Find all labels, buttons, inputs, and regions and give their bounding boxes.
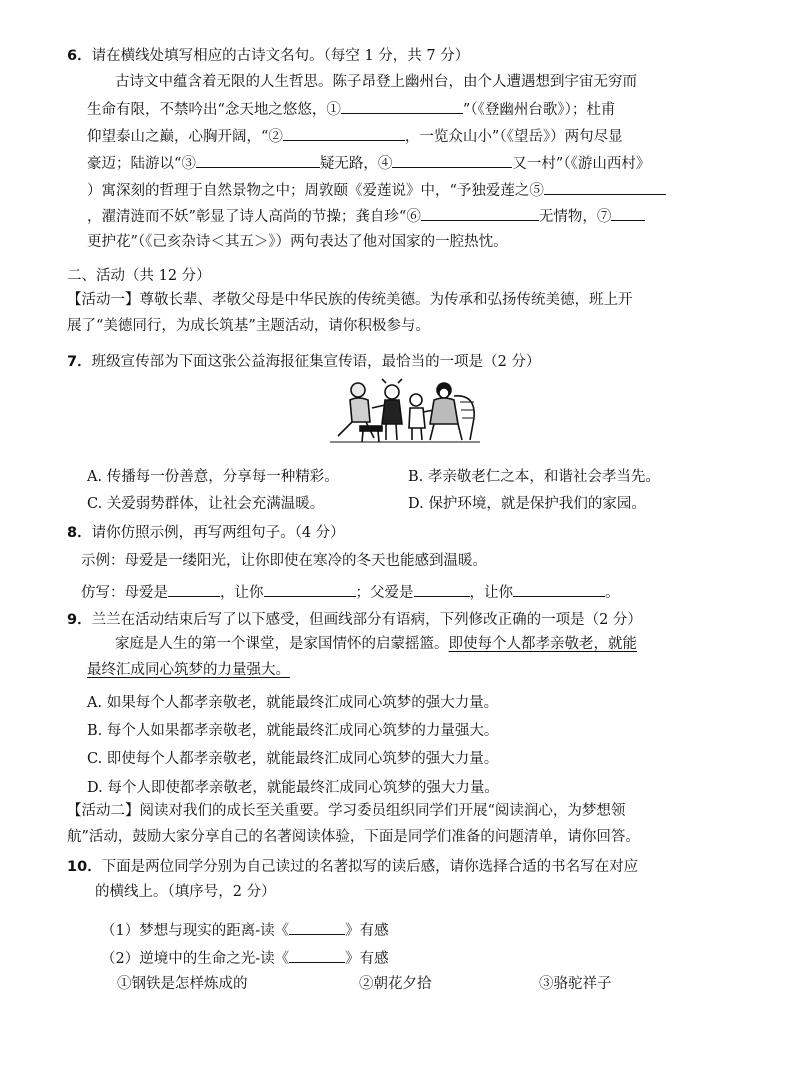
- q6-number: 6: [67, 48, 78, 64]
- q9-option-c[interactable]: C. 即使每个人都孝亲敬老，就能最终汇成同心筑梦的强大力量。: [87, 751, 499, 767]
- q8-blank-1[interactable]: [168, 582, 220, 597]
- q10-book-option-2: ②朝花夕拾: [359, 976, 432, 992]
- q6-header: 6．请在横线处填写相应的古诗文名句。（每空 1 分，共 7 分）: [67, 48, 470, 64]
- q6-line-2: 生命有限，不禁吟出“念天地之悠悠，① ”（《登幽州台歌》）；杜甫: [87, 99, 615, 120]
- q10-book-option-1: ①钢铁是怎样炼成的: [117, 976, 248, 992]
- q10-item-1: （1）梦想与现实的距离-读《 》有感: [101, 920, 389, 941]
- q6-line-5: ）寓深刻的哲理于自然景物之中；周敦颐《爱莲说》中，“予独爱莲之⑤: [87, 180, 666, 201]
- q8-blank-3[interactable]: [414, 582, 470, 597]
- q10-book-option-3: ③骆驼祥子: [539, 976, 612, 992]
- blank-5[interactable]: [544, 180, 666, 195]
- q9-option-b[interactable]: B. 每个人如果都孝亲敬老，就能最终汇成同心筑梦的力量强大。: [87, 723, 499, 739]
- q6-line-1: 古诗文中蕴含着无限的人生哲思。陈子昂登上幽州台，由个人遭遇想到宇宙无穷而: [115, 74, 637, 90]
- q7-option-b[interactable]: B. 孝亲敬老仁之本，和谐社会孝当先。: [408, 469, 660, 485]
- q6-line-4: 豪迈；陆游以“③ 疑无路，④ 又一村”（《游山西村》: [87, 153, 650, 174]
- q7-option-d[interactable]: D. 保护环境，就是保护我们的家园。: [408, 496, 646, 512]
- blank-1[interactable]: [341, 99, 463, 114]
- q10-blank-1[interactable]: [289, 920, 345, 935]
- activity-1-line-1: 【活动一】尊敬长辈、孝敬父母是中华民族的传统美德。为传承和弘扬传统美德，班上开: [67, 292, 633, 308]
- q10-header-2: 的横线上。（填序号，2 分）: [95, 884, 276, 900]
- section-2-heading: 二、活动（共 12 分）: [67, 268, 211, 284]
- q9-text-line-1: 家庭是人生的第一个课堂，是家国情怀的启蒙摇篮。即使每个人都孝亲敬老，就能: [115, 636, 637, 652]
- activity-2-line-2: 航”活动，鼓励大家分享自己的名著阅读体验，下面是同学们准备的问题清单，请你回答。: [67, 829, 640, 845]
- blank-2[interactable]: [283, 126, 405, 141]
- q9-option-d[interactable]: D. 每个人即使都孝亲敬老，就能最终汇成同心筑梦的强大力量。: [87, 780, 499, 796]
- q9-text-line-2: [87, 660, 290, 680]
- q9-option-a[interactable]: A. 如果每个人都孝亲敬老，就能最终汇成同心筑梦的强大力量。: [87, 695, 499, 711]
- q8-example: 示例：母爱是一缕阳光，让你即使在寒冷的冬天也能感到温暖。: [81, 553, 487, 569]
- activity-2-line-1: 【活动二】阅读对我们的成长至关重要。学习委员组织同学们开展“阅读润心，为梦想领: [67, 803, 626, 819]
- blank-6[interactable]: [421, 206, 539, 221]
- q9-underlined-part-2: 最终汇成同心筑梦的力量强大。: [87, 662, 290, 678]
- q6-line-7: 更护花”（《己亥杂诗＜其五＞》）两句表达了他对国家的一腔热忱。: [87, 234, 508, 250]
- blank-4[interactable]: [392, 153, 512, 168]
- q7-header: 7．班级宣传部为下面这张公益海报征集宣传语，最恰当的一项是（2 分）: [67, 354, 541, 370]
- q6-instruction: 请在横线处填写相应的古诗文名句。（每空 1 分，共 7 分）: [91, 48, 470, 64]
- q10-blank-2[interactable]: [289, 948, 345, 963]
- q7-option-c[interactable]: C. 关爱弱势群体，让社会充满温暖。: [87, 496, 325, 512]
- q8-blank-4[interactable]: [513, 582, 605, 597]
- q9-header: 9．兰兰在活动结束后写了以下感受，但画线部分有语病，下列修改正确的一项是（2 分）: [67, 612, 642, 628]
- q8-imitation: 仿写：母爱是 ，让你 ；父爱是 ，让你 。: [81, 582, 620, 603]
- activity-1-line-2: 展了“美德同行，为成长筑基”主题活动，请你积极参与。: [67, 318, 430, 334]
- blank-7[interactable]: [611, 206, 645, 221]
- q10-header: 10．下面是两位同学分别为自己读过的名著拟写的读后感，请你选择合适的书名写在对应: [67, 859, 639, 875]
- q7-option-a[interactable]: A. 传播每一份善意，分享每一种精彩。: [87, 469, 339, 485]
- q8-blank-2[interactable]: [264, 582, 356, 597]
- q6-line-6: ，濯清涟而不妖”彰显了诗人高尚的节操；龚自珍“⑥ 无情物，⑦: [87, 206, 645, 227]
- q9-underlined-part-1: 即使每个人都孝亲敬老，就能: [448, 636, 637, 652]
- q10-item-2: （2）逆境中的生命之光-读《 》有感: [101, 948, 389, 969]
- blank-3[interactable]: [196, 153, 320, 168]
- q8-header: 8．请你仿照示例，再写两组句子。（4 分）: [67, 525, 345, 541]
- family-poster-illustration: [330, 378, 480, 444]
- q6-line-3: 仰望泰山之巅，心胸开阔，“② ，一览众山小”（《望岳》）两句尽显: [87, 126, 623, 147]
